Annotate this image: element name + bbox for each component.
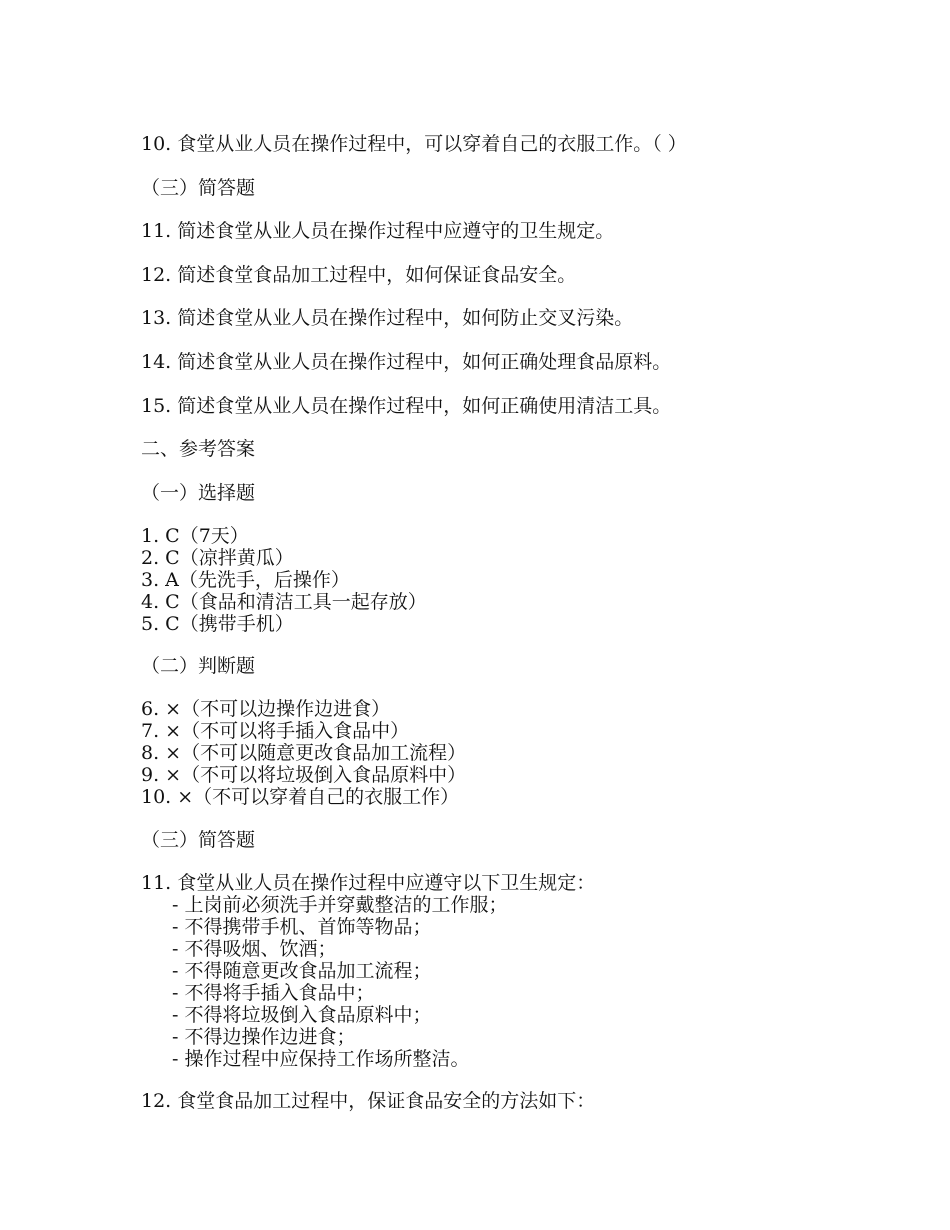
answer-11-item: - 不得携带手机、首饰等物品；	[172, 916, 432, 938]
question-10: 10. 食堂从业人员在操作过程中，可以穿着自己的衣服工作。（ ）	[141, 133, 687, 155]
choice-answer: 3. A（先洗手，后操作）	[141, 569, 350, 591]
question-11: 11. 简述食堂从业人员在操作过程中应遵守的卫生规定。	[141, 220, 615, 242]
answer-11-title: 11. 食堂从业人员在操作过程中应遵守以下卫生规定：	[141, 872, 596, 894]
judge-answer: 9. ×（不可以将垃圾倒入食品原料中）	[141, 764, 467, 786]
answer-11-item: - 不得将手插入食品中；	[172, 982, 375, 1004]
question-13: 13. 简述食堂从业人员在操作过程中，如何防止交叉污染。	[141, 307, 634, 329]
question-15: 15. 简述食堂从业人员在操作过程中，如何正确使用清洁工具。	[141, 395, 672, 417]
answers-heading: 二、参考答案	[141, 438, 256, 460]
question-12: 12. 简述食堂食品加工过程中，如何保证食品安全。	[141, 264, 577, 286]
answer-11-item: - 上岗前必须洗手并穿戴整洁的工作服；	[172, 894, 508, 916]
answer-11-item: - 不得吸烟、饮酒；	[172, 938, 337, 960]
section-heading-short-answer: （三）简答题	[141, 177, 256, 199]
judge-answer: 8. ×（不可以随意更改食品加工流程）	[141, 742, 467, 764]
judge-heading: （二）判断题	[141, 655, 256, 677]
answer-11-item: - 不得边操作边进食；	[172, 1026, 356, 1048]
judge-answer: 6. ×（不可以边操作边进食）	[141, 698, 391, 720]
question-14: 14. 简述食堂从业人员在操作过程中，如何正确处理食品原料。	[141, 351, 672, 373]
choice-heading: （一）选择题	[141, 482, 256, 504]
judge-answer: 10. ×（不可以穿着自己的衣服工作）	[141, 786, 460, 808]
judge-answer: 7. ×（不可以将手插入食品中）	[141, 720, 410, 742]
answer-11-item: - 操作过程中应保持工作场所整洁。	[172, 1048, 470, 1070]
choice-answer: 1. C（7天）	[141, 525, 249, 547]
answer-11-item: - 不得将垃圾倒入食品原料中；	[172, 1004, 432, 1026]
choice-answer: 2. C（凉拌黄瓜）	[141, 547, 294, 569]
choice-answer: 4. C（食品和清洁工具一起存放）	[141, 591, 427, 613]
answer-11-item: - 不得随意更改食品加工流程；	[172, 960, 432, 982]
short-answer-heading: （三）简答题	[141, 829, 256, 851]
choice-answer: 5. C（携带手机）	[141, 613, 294, 635]
answer-12-title: 12. 食堂食品加工过程中，保证食品安全的方法如下：	[141, 1090, 596, 1112]
